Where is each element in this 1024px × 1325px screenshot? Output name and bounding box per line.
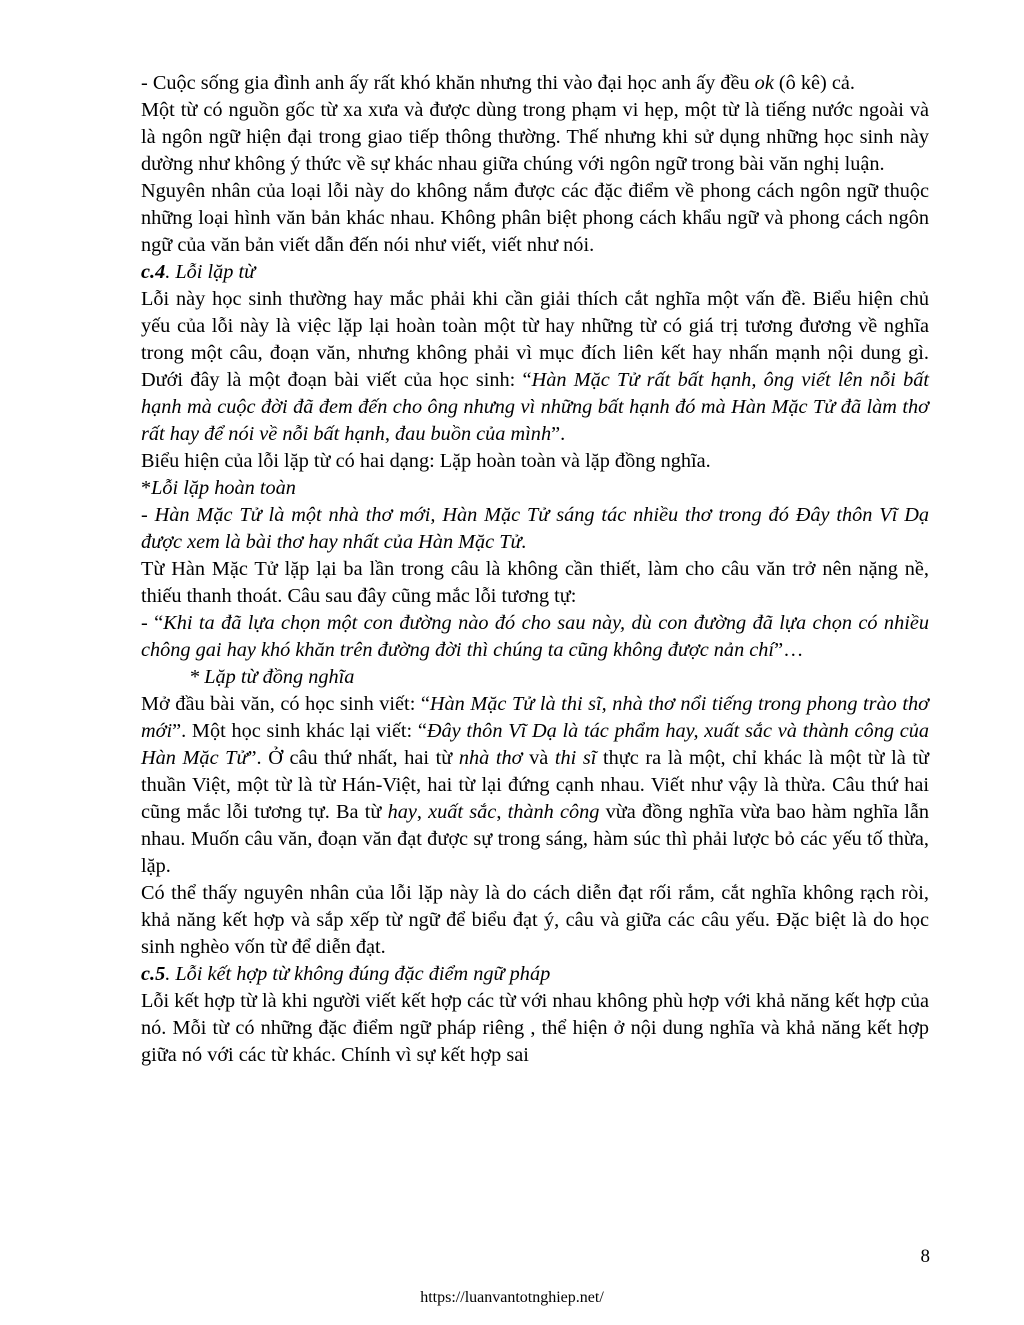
document-body: [141, 70, 929, 1069]
text-run: Có thể thấy nguyên nhân của lỗi lặp này là do cách diễn đạt rối rắm, cắt nghĩa không rạch ròi, khả năng kết hợp và sắp xếp từ ngữ để biểu đạt ý, câu và giữa các câu yếu. Đặc biệt là do học sinh nghèo vốn từ để diễn đạt.: [141, 882, 929, 958]
paragraph: [141, 880, 929, 961]
text-run: Khi ta đã lựa chọn một con đường nào đó cho sau này, dù con đường đã lựa chọn có nhiều chông gai hay khó khăn trên đường đời thì chúng ta cũng không được nản chí: [141, 612, 929, 661]
text-run: nhà thơ: [458, 747, 523, 769]
text-run: *: [141, 477, 152, 499]
text-run: ”. Một học sinh khác lại viết: “: [172, 720, 427, 742]
text-run: ”.: [551, 423, 566, 445]
text-run: Đây thôn Vĩ Dạ là tác phẩm hay, xuất sắc và thành công của Hàn Mặc Tử: [141, 720, 929, 769]
text-run: Hàn Mặc Tử là thi sĩ, nhà thơ nổi tiếng trong phong trào thơ mới: [141, 693, 929, 742]
paragraph: [141, 664, 929, 691]
text-run: Nguyên nhân của loại lỗi này do không nắm được các đặc điểm về phong cách ngôn ngữ thuộc những loại hình văn bản khác nhau. Không phân biệt phong cách khẩu ngữ và phong cách ngôn ngữ của văn bản viết dẫn đến nói như viết, viết như nói.: [141, 180, 929, 256]
footer-url[interactable]: https://luanvantotnghiep.net/: [420, 1289, 604, 1306]
paragraph: [141, 961, 929, 988]
text-run: xuất sắc: [428, 801, 497, 823]
paragraph: [141, 70, 929, 97]
text-run: Một từ có nguồn gốc từ xa xưa và được dùng trong phạm vi hẹp, một từ là tiếng nước ngoài và là ngôn ngữ hiện đại trong giao tiếp thông thường. Thế nhưng khi sử dụng những học sinh này dường như không ý thức về sự khác nhau giữa chúng với ngôn ngữ trong bài văn nghị luận.: [141, 99, 929, 175]
text-run: . Lỗi kết hợp từ không đúng đặc điểm ngữ pháp: [165, 963, 551, 985]
paragraph: [141, 448, 929, 475]
page-number: 8: [920, 1246, 930, 1267]
text-run: ,: [416, 801, 429, 823]
text-run: ,: [496, 801, 508, 823]
text-run: Lỗi lặp hoàn toàn: [151, 477, 296, 499]
text-run: thành công: [507, 801, 600, 823]
paragraph: [141, 988, 929, 1069]
text-run: hay: [387, 801, 417, 823]
paragraph: [141, 691, 929, 880]
text-run: c.5: [141, 963, 166, 985]
paragraph: [141, 259, 929, 286]
text-run: c.4: [141, 261, 166, 283]
paragraph: [141, 610, 929, 664]
text-run: vừa đồng nghĩa vừa bao hàm nghĩa lẫn nhau. Muốn câu văn, đoạn văn đạt được sự trong sáng, hàm súc thì phải lược bỏ các yếu tố thừa, lặp.: [141, 801, 930, 877]
text-run: Từ Hàn Mặc Tử lặp lại ba lần trong câu là không cần thiết, làm cho câu văn trở nên nặng nề, thiếu thanh thoát. Câu sau đây cũng mắc lỗi tương tự:: [141, 558, 929, 607]
text-run: * Lặp từ đồng nghĩa: [189, 666, 355, 688]
paragraph: [141, 178, 929, 259]
paragraph: [141, 475, 929, 502]
text-run: và: [522, 747, 555, 769]
text-run: ”. Ở câu thứ nhất, hai từ: [247, 747, 459, 769]
paragraph: [141, 286, 929, 448]
text-run: Lỗi kết hợp từ là khi người viết kết hợp các từ với nhau không phù hợp với khả năng kết hợp của nó. Mỗi từ có những đặc điểm ngữ pháp riêng , thể hiện ở nội dung nghĩa và khả năng kết hợp giữa nó với các từ khác. Chính vì sự kết hợp sai: [141, 990, 929, 1066]
text-run: - Cuộc sống gia đình anh ấy rất khó khăn nhưng thi vào đại học anh ấy đều: [141, 72, 755, 94]
paragraph: [141, 97, 929, 178]
paragraph: [141, 502, 929, 556]
text-run: (ô kê) cả.: [773, 72, 855, 94]
paragraph: [141, 556, 929, 610]
text-run: Hàn Mặc Tử rất bất hạnh, ông viết lên nỗi bất hạnh mà cuộc đời đã đem đến cho ông nhưng vì những bất hạnh đó mà Hàn Mặc Tử đã làm thơ rất hay để nói về nỗi bất hạnh, đau buồn của mình: [141, 369, 929, 445]
text-run: . Lỗi lặp từ: [165, 261, 256, 283]
text-run: thi sĩ: [554, 747, 597, 769]
text-run: Biểu hiện của lỗi lặp từ có hai dạng: Lặp hoàn toàn và lặp đồng nghĩa.: [141, 450, 711, 472]
text-run: thực ra là một, chỉ khác là một từ là từ thuần Việt, một từ là từ Hán-Việt, hai từ lại đứng cạnh nhau. Viết như vậy là thừa. Câu thứ hai cũng mắc lỗi tương tự. Ba từ: [141, 747, 930, 823]
text-run: ”…: [774, 639, 804, 661]
text-run: - Hàn Mặc Tử là một nhà thơ mới, Hàn Mặc Tử sáng tác nhiều thơ trong đó Đây thôn Vĩ Dạ được xem là bài thơ hay nhất của Hàn Mặc Tử.: [141, 504, 929, 553]
text-run: - “: [141, 612, 164, 634]
text-run: ok: [754, 72, 774, 94]
text-run: Mở đầu bài văn, có học sinh viết: “: [141, 693, 430, 715]
text-run: Lỗi này học sinh thường hay mắc phải khi cần giải thích cắt nghĩa một vấn đề. Biểu hiện chủ yếu của lỗi này là việc lặp lại hoàn toàn một từ hay những từ có giá trị tương đương về nghĩa trong một câu, đoạn văn, nhưng không phải vì mục đích liên kết hay nhấn mạnh nội dung gì. Dưới đây là một đoạn bài viết của học sinh: “: [141, 288, 929, 391]
